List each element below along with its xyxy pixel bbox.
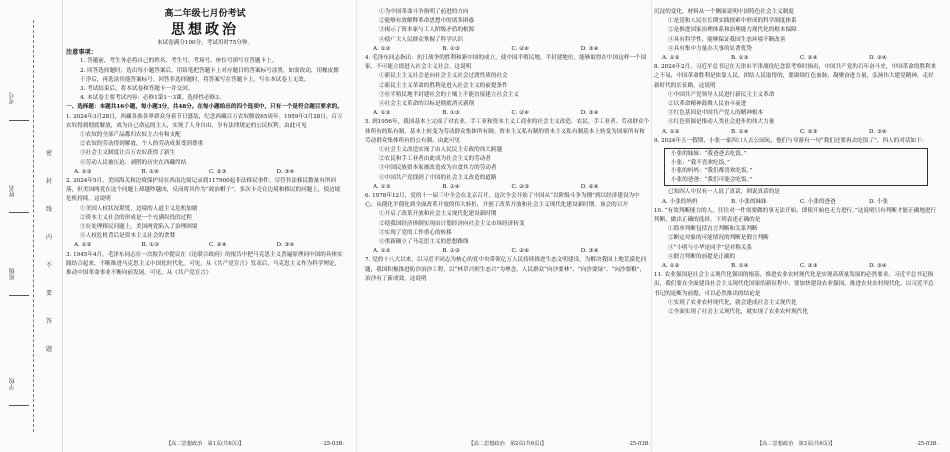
q11-item: ①实现了农业农村现代化，就会建成社会主义现代化 [668,299,797,306]
question-10: 10. “有效判断能力的人，往往对一件需要做的事无法开始，即使开始也无力进行。”这说明只有判断才能正确地进行判断，做出正确的选择。下列表述正确的是 [654,207,937,224]
q10-item: ①简单判断包括直言判断和关系判断 [668,226,758,233]
q11-item: ②全面实现了社会主义现代化，就实现了农业农村现代化 [668,309,808,316]
option-c: C. ②④ [511,110,530,117]
option-a: A. ①② [662,55,680,62]
binding-margin [0,0,63,452]
option-a: A. ①③ [74,168,92,175]
seal-char: 要 [46,290,53,297]
option-a: A. 小张的妈妈 [662,198,698,205]
name-line [9,212,29,213]
exam-no-label: 考号 [9,92,16,104]
q9-ask: 已知四人中仅有一人说了真话，则说真话的是 [668,189,780,196]
option-d: D. ③④ [580,248,599,255]
dialog-line: 小张的妹妹：“我爸爸去吃饭。” [671,151,747,158]
footer-code: ·25-03B· [321,441,344,447]
option-a: A. ①② [662,263,680,270]
q1-options [66,168,344,177]
option-c: C. ②③ [209,168,227,175]
option-a: A. ①③ [373,183,391,190]
q8-item: ③红色基因是中国共产党人的精神根本 [668,110,764,117]
footer-page-label: 【高二思想政治 第1页(共6页)】 [165,441,245,447]
seal-char: 线 [46,206,53,213]
q10-options [654,262,938,271]
option-d: D. ③④ [869,128,887,135]
option-d: D. ②④ [580,183,599,190]
school-line [9,405,29,406]
notice-item: 4. 本试卷主要考试内容：必修1第1～3课。选择性必修3。 [80,95,225,102]
q4-options [365,109,650,118]
question-3: 3. 1945年4月，毛泽东同志在一次报告中提议在《论联合政府》的报告中把马克思主义普遍原理同中国的具体实践结合起来，不断推进马克思主义中国化时代化。可见，从《共产党宣言》发表后，马克思主义作为科学理论，推动中国革命事业不断向前发展。可见，从《共产党宣言》 [66,251,343,277]
question-4: 4. 毛泽东同志指出：抗日战争的胜利和新中国的成立，使中国半殖民地、半封建地位，能够取得在中国这样一个国家，不可能立即进入社会主义社会。这说明 [365,55,647,71]
class-line [9,295,29,296]
q7-item: ③具有科学性，能够保证我国生态环境不断改善 [668,36,786,43]
notice-item: 1. 答题前，考生务必将自己的姓名、考生号、考场号、座位号填写在答题卡上。 [80,58,278,65]
seal-char: 答 [46,318,53,325]
page-footer [66,439,344,449]
option-a: A. ①② [373,110,391,117]
page-divider [356,0,357,452]
option-b: B. ①③ [442,248,460,255]
q4-item: ①新民主主义社会是向社会主义社会过渡性质的社会 [379,73,508,80]
q2-item: ②资本主义社会的形成是一个充满奴役的过程 [80,214,192,221]
q4-item: ③在半殖民地半封建社会的土壤上不能直接建立社会主义 [379,91,519,98]
notice-item: 2. 回答选择题时，选出每小题答案后，用铅笔把答题卡上对应题目的答案标号涂黑。如需改动，用橡皮擦干净后，再选涂其他答案标号。回答非选择题时，将答案写在答题卡上。写在本试卷上无效。 [80,67,339,83]
dialog-line: 小张的爸爸：“我们可能会吃饭。” [671,176,753,183]
q10-item: ②断定对象的可能情况的判断是假言判断 [668,235,769,242]
footer-page-label: 【高二思想政治 第3页(共6页)】 [756,441,836,447]
q4-item: ④社会主义革命的目标是彻底消灭剥削 [379,101,475,108]
option-d: D. 小张 [869,198,889,205]
option-b: B. ①③ [731,55,749,62]
option-b: B. ①③ [141,242,160,249]
q5-item: ③中国民族资本家被改造成为自食其力的劳动者 [379,165,497,172]
q7-item: ④具有集中力量办大事的显著优势 [668,45,752,52]
question-2: 2. 2024年5月，美国海关和边境保护局在西南边境记录到117900起非法移民事件。尽管非法移民数量有所回落，但美国两党在这个问题上却越吵越凶，反而将其作为“政治棋子”，多次卡壳在边境和移民的问题上，使边境危机持续。这说明 [66,178,341,203]
option-c: C. ②③ [511,183,530,190]
q1-item: ①农奴的全部产品都归农奴主占有和支配 [80,132,181,139]
q10-item: ④联言判断的前提是正确的 [668,253,736,260]
q4-item: ②新民主主义革命的胜利是进入社会主义的前提条件 [379,82,508,89]
option-b: B. ①③ [442,110,460,117]
page-footer [365,439,650,449]
q9-options [654,198,938,207]
school-label: 学校 [9,378,16,390]
option-d: D. ③④ [869,55,887,62]
option-b: B. 小张的妹妹 [731,198,767,205]
seal-dashed-line [33,20,34,432]
name-label: 姓名 [9,185,16,197]
seal-char: 不 [46,262,53,269]
q7-item: ①是党和人民在长期实践探索中形成的科学制度体系 [668,18,797,25]
option-b: B. ①④ [731,128,749,135]
section-heading: 一、选择题：本题共16小题，每小题3分，共48分。在每小题给出的四个选项中，只有一个是符合题目要求的。 [66,104,343,111]
question-7: 7. 党的十八大以来，以习近平同志为核心的党中央带领亿万人民持续推进生态文明建设。为解决我国土地荒漠化问题，我国积极推进防沙治沙工程，以“林草兴则生态兴”为理念，人民群众“向沙要林”、“向沙要绿”、“向沙要粮”，治沙有了新成效。这说明 [365,257,647,282]
notice-item: 3. 考试结束后，将本试卷和答题卡一并交回。 [80,86,194,93]
seal-char: 密 [46,150,53,157]
q8-item: ②以革命精神鼓舞人民奋斗前进 [668,101,747,108]
exam-info: 本试卷满分100分，考试用时75分钟。 [156,40,254,46]
page-divider [651,0,652,452]
option-c: C. ②④ [511,45,530,52]
question-5: 5. 到1956年，我国基本上完成了对农业、手工业和资本主义工商业的社会主义改造。农民、手工业者、劳动群众个体所有的私有制，基本上转变为劳动群众集体所有制；资本主义私有制的资本主义私有制基本上转变为国家所有和劳动群众集体所有的公有制。由此可见 [365,119,650,144]
q3-options [365,45,650,54]
question-1: 1. 2024年3月28日，西藏各族各界群众身着节日盛装，纪念西藏百万农奴解放65周年。1959年3月28日，百万农奴得到彻底解放，成为自己命运的主人，实现了人身自由，享有法律规定的公民权利。由此可见 [66,113,343,129]
q2-item: ④人权危机背后是资本主义社会的贪婪 [80,233,176,240]
q5-item: ①社会主义改造实现了由人民民主专政的伟大跨越 [379,147,503,154]
option-d: D. ③④ [580,110,599,117]
q8-item: ①中国共产党领导人民进行新民主主义革命 [668,91,775,98]
seal-char: 封 [46,178,53,185]
seal-char: 内 [46,234,53,241]
footer-code: ·25-03B· [915,441,938,447]
page-3-column [654,8,938,440]
page-footer [654,439,938,449]
q9-dialog-box [664,148,928,186]
option-c: C. ②④ [800,55,818,62]
option-c: C. ②③ [800,263,818,270]
footer-page-label: 【高二思想政治 第2页(共6页)】 [468,441,547,447]
question-6: 6. 1978年12月，党的十一届三中全会在北京召开。这次全会开始了中国从“以阶级斗争为纲”到以经济建设为中心、从僵化半僵化到全面改革开放的伟大转折，开创了改革开放和社会主义现代化建设新时期。该会的召开 [365,193,640,209]
option-b: B. ①④ [141,168,160,175]
q6-item: ④重新确立了马克思主义的思想路线 [379,239,469,246]
option-d: D. ③④ [276,242,295,249]
option-c: C. ②④ [209,242,227,249]
q1-item: ②农奴的劳动得到解放，个人的劳动成果受到尊重 [80,141,204,148]
q8-options [654,128,938,137]
q3-item: ④使广大人民群众掌握了科学认识 [379,36,463,43]
q2-item: ③在处理移民问题上，美国两党陷入了治理困境 [80,224,198,231]
footer-code: ·25-03B· [627,441,650,447]
notice-title: 注意事项： [66,49,97,57]
q8-item: ④红色资源是推动人类社会进步的伟大力量 [668,119,775,126]
dialog-line: 小张的妈妈：“我们都喜欢吃饭。” [671,168,753,175]
q6-options [365,247,650,256]
q7-continuation: 沉淀的变化，材料从一个侧面说明中国特色社会主义制度 [654,9,794,15]
q5-item: ②农民和手工业者由此成为社会主义的劳动者 [379,156,491,163]
q5-options [365,183,650,192]
seal-char: 题 [46,346,53,353]
dialog-line: 小张：“我不喜欢吃饭。” [671,159,730,166]
q1-item: ④劳动人民被压迫、剥削的历史在西藏终结 [80,159,187,166]
q6-item: ②使我国经济体制实现由计划经济向社会主义市场经济转变 [379,220,525,227]
option-a: A. ①② [373,45,391,52]
exam-no-line [9,120,29,121]
question-8: 8. 2024年2月，习近平总书记在天津市平津战役纪念馆考察时指出，中国共产党的百年奋斗史，中国革命的胜利来之不易，中国革命胜利是依靠人民、团结人民取得的，要赓续红色血脉，凝聚奋进力量，弘扬伟大建党精神，走好新时代的长征路。这说明 [654,64,937,89]
q5-item: ④中国共产党找到了中国的社会主义改造的道路 [379,174,497,181]
option-d: D. ③④ [869,263,887,270]
option-a: A. ①② [662,128,680,135]
q6-item: ③实现了党的工作重心的转移 [379,229,452,236]
class-label: 班级 [9,268,16,280]
q3-item: ③揭示了资本家与工人阶级矛盾的根源 [379,27,475,34]
option-c: C. 小张的爸爸 [800,198,836,205]
option-a: A. ①② [373,248,391,255]
exam-title: 高二年级七月份考试 [164,9,246,19]
q6-item: ①开启了改革开放和社会主义现代化建设新时期 [379,211,497,218]
subject-title: 思想政治 [171,22,239,38]
page-2-column [365,8,650,440]
page-1-column [66,8,344,440]
q2-item: ①美国人权状况堪忧，边境的人道主义危机加剧 [80,205,198,212]
question-9: 9. 2024年五一假期，小张一家四口人去公园玩，他们与导游有一句“我们还要再去吃饭了”，四人的对话如下： [654,137,928,144]
q7-options [654,54,938,63]
option-b: B. ①③ [442,45,460,52]
option-c: C. ②④ [511,248,530,255]
q1-item: ③社会主义制度让百万农奴获得了新生 [80,150,176,157]
q3-item: ①为中国革命斗争指明了前进的方向 [379,9,469,15]
option-c: C. ②③ [800,128,818,135]
q3-item: ②能够有效解释革命思想中的诸多困惑 [379,18,475,25]
option-d: D. ③④ [580,45,599,52]
option-b: B. ①④ [442,183,460,190]
q10-item: ③“小明与小华是同学”是对称关系 [668,244,753,251]
question-11: 11. 农业强国是社会主义现代化强国的根基，推进农业农村现代化是实现高质量发展的必然要求。习近平总书记指出，我们要在全面建设社会主义现代化国家的新征程中，要加快建设农业强国，推进农业农村现代化。以习近平总书记的论断为前提，可以必然推出的结论是 [654,272,934,297]
option-a: A. ①② [74,242,92,249]
q7-item: ②是推进国家治理体系和治理能力现代化的根本保障 [668,27,797,34]
q2-options [66,241,344,250]
option-d: D. ③④ [276,168,295,175]
option-b: B. ①④ [731,263,749,270]
